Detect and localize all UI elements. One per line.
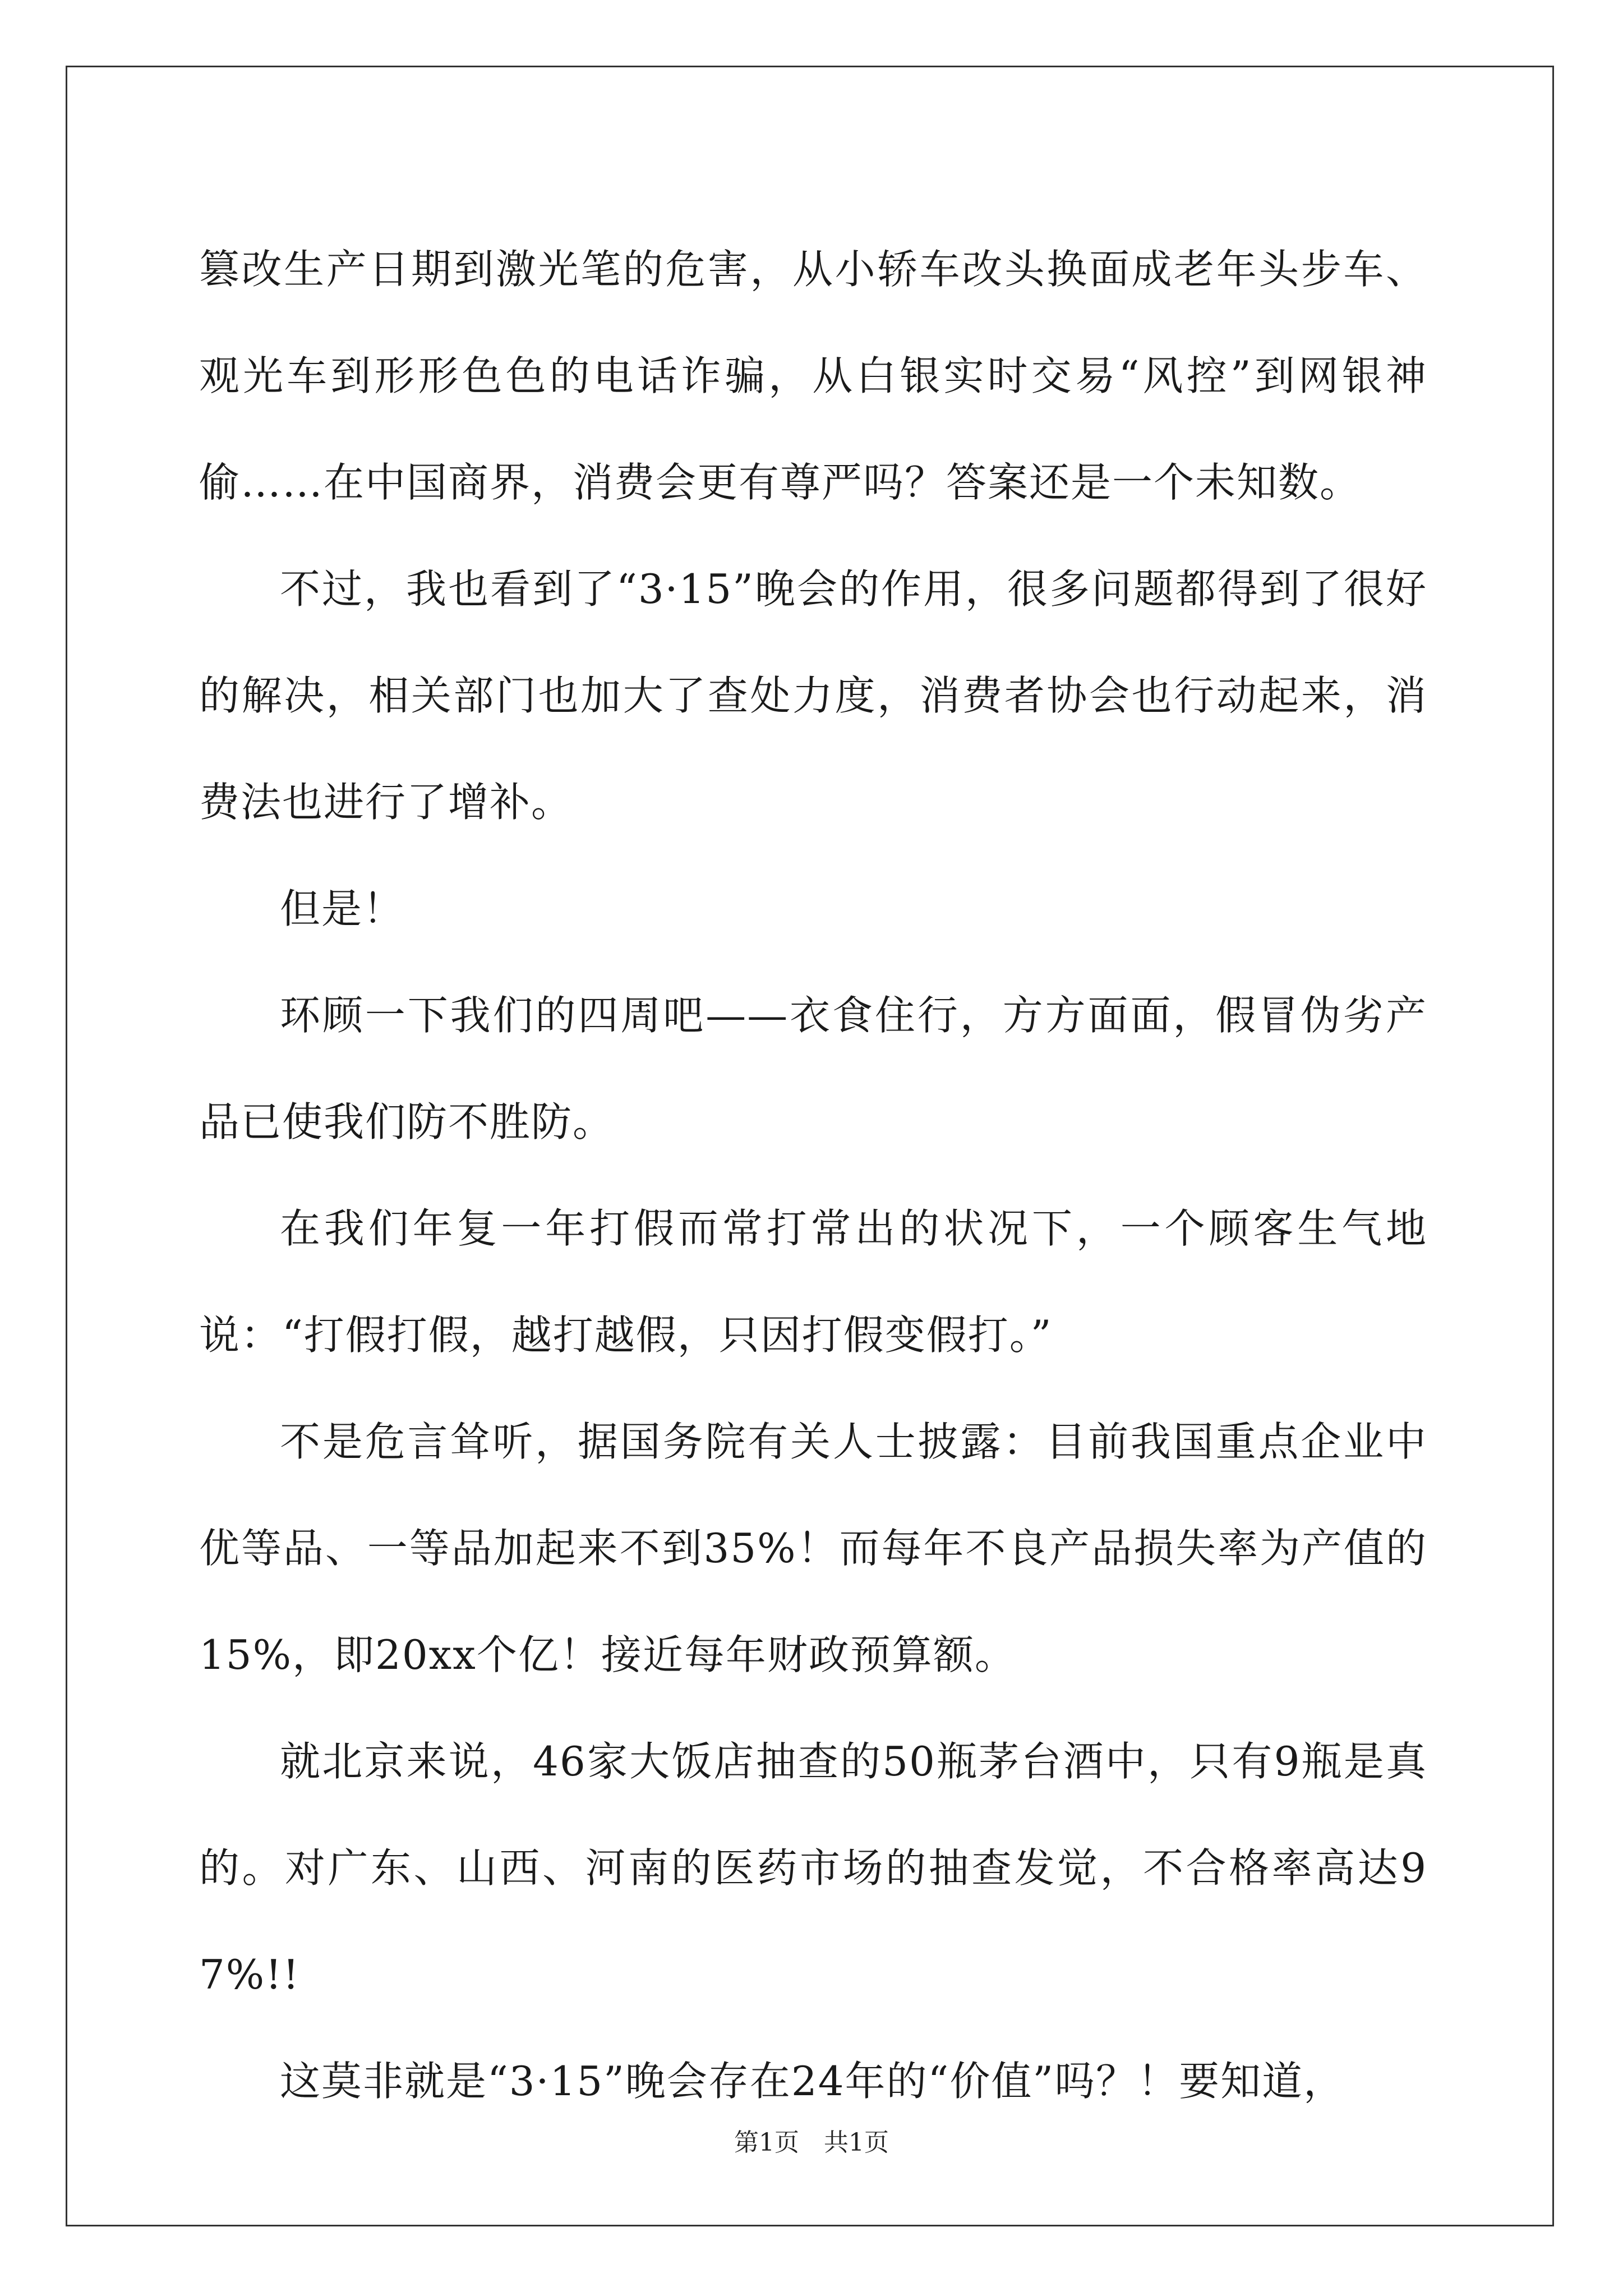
paragraph-5: 在我们年复一年打假而常打常出的状况下，一个顾客生气地说：“打假打假，越打越假，只因打假变假打。” [199, 1205, 1427, 1359]
paragraph-2: 不过，我也看到了“3·15”晚会的作用，很多问题都得到了很好的解决，相关部门也加大了查处力度，消费者协会也行动起来，消费法也进行了增补。 [199, 565, 1427, 826]
paragraph-7: 就北京来说，46家大饭店抽查的50瓶茅台酒中，只有9瓶是真的。对广东、山西、河南的医药市场的抽查发觉，不合格率高达97%!! [199, 1738, 1427, 1998]
paragraph-3: 但是！ [280, 885, 405, 932]
paragraph-1: 篡改生产日期到激光笔的危害，从小轿车改头换面成老年头步车、观光车到形形色色的电话诈骗，从白银实时交易“风控”到网银神偷……在中国商界，消费会更有尊严吗？答案还是一个未知数。 [199, 246, 1427, 506]
document-body [199, 216, 1427, 2134]
paragraph-4: 环顾一下我们的四周吧——衣食住行，方方面面，假冒伪劣产品已使我们防不胜防。 [199, 992, 1427, 1145]
page-number-footer: 第1页 共1页 [734, 2128, 889, 2157]
paragraph-6: 不是危言耸听，据国务院有关人士披露：目前我国重点企业中优等品、一等品加起来不到35%！而每年不良产品损失率为产值的15%，即20xx个亿！接近每年财政预算额。 [199, 1418, 1427, 1678]
paragraph-8: 这莫非就是“3·15”晚会存在24年的“价值”吗？！要知道， [280, 2058, 1345, 2105]
